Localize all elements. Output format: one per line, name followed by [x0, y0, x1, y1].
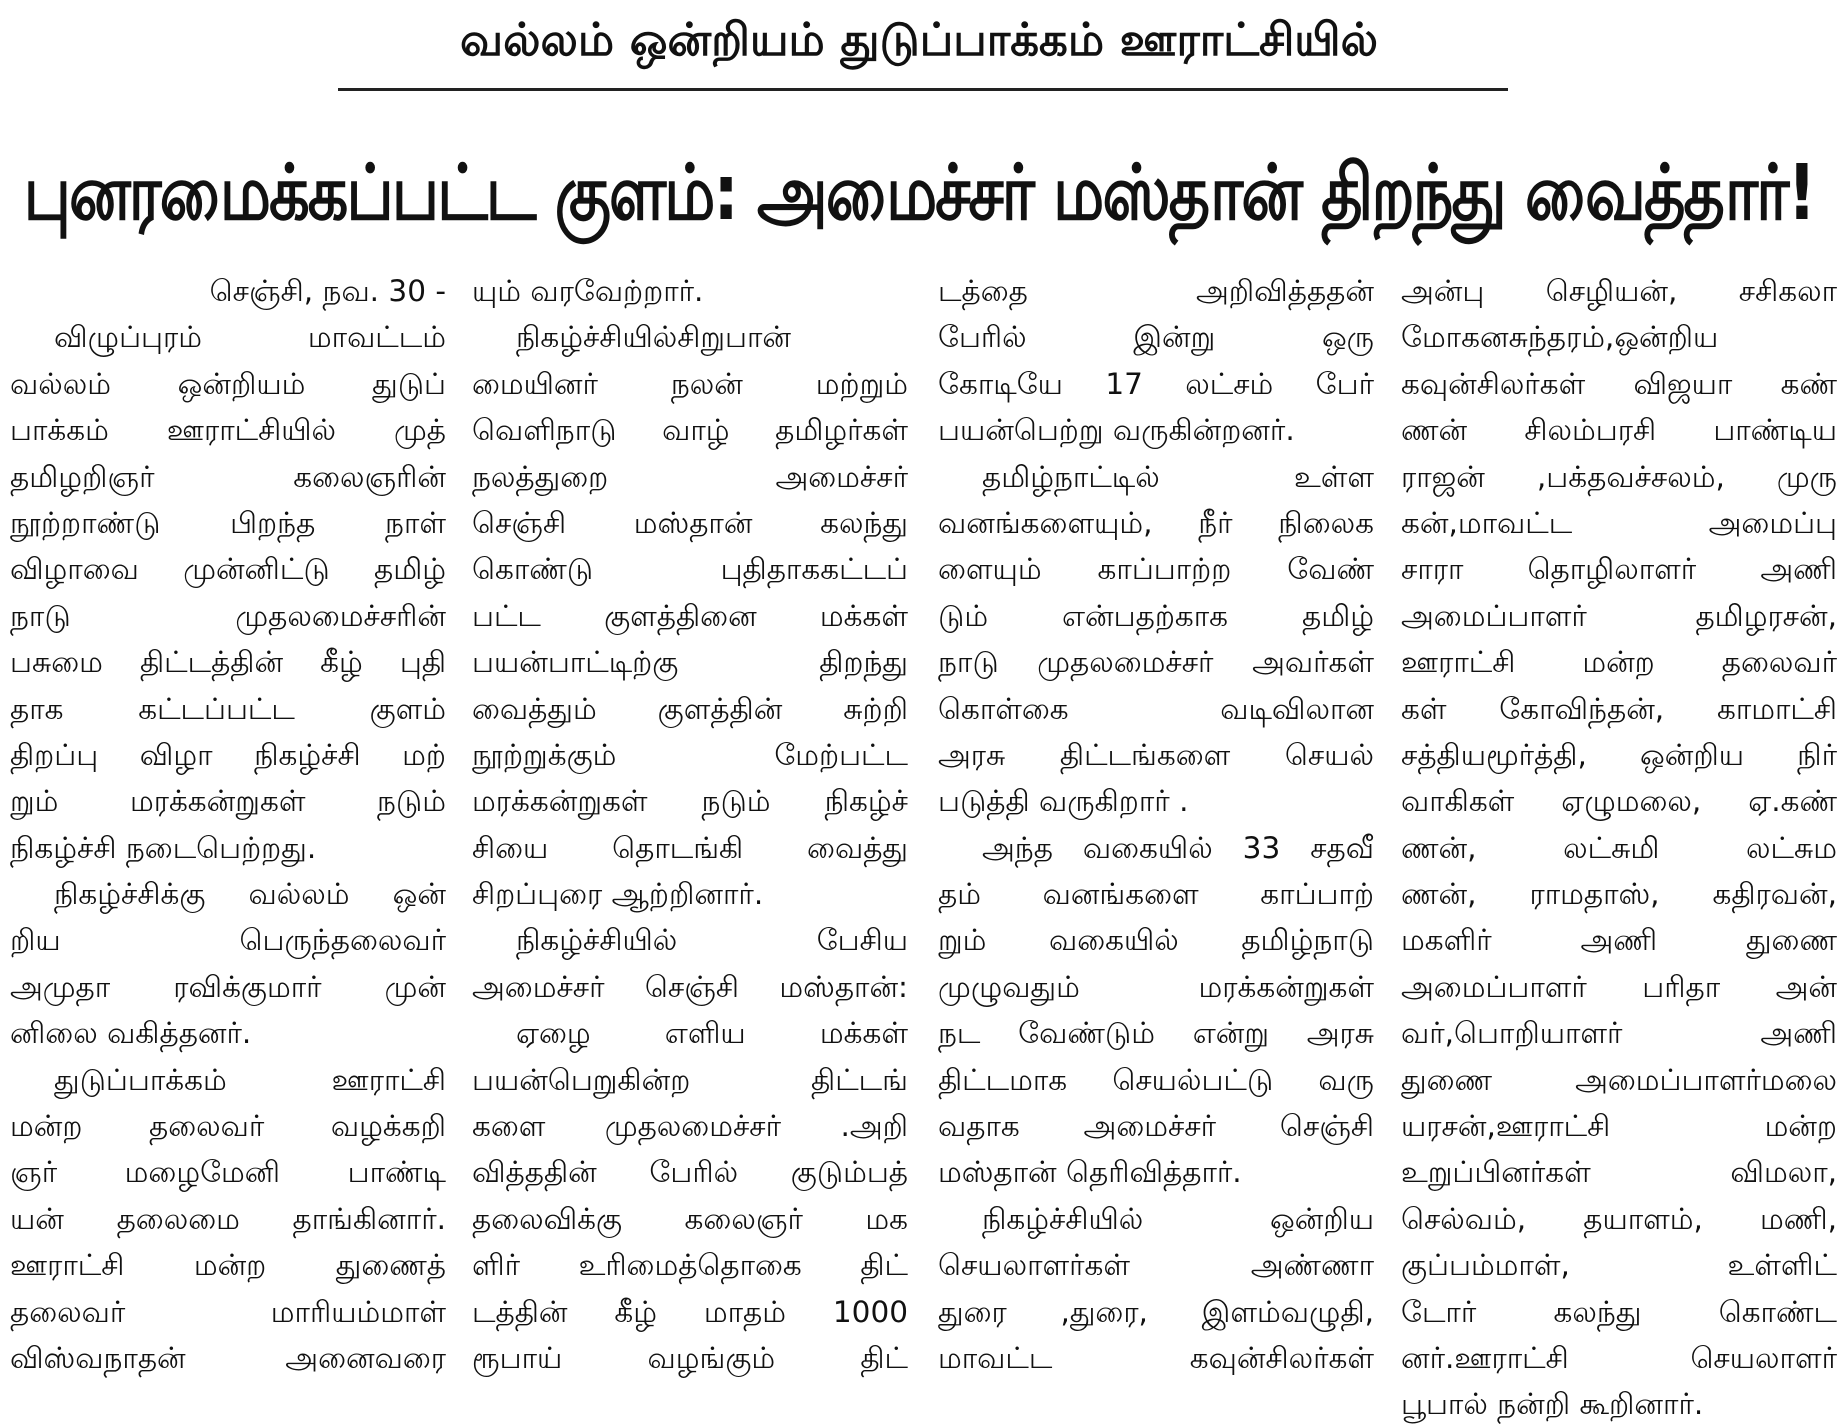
article-line: மோகனசுந்தரம்,ஒன்றிய — [1401, 320, 1719, 355]
article-line: கோடியே 17 லட்சம் பேர் — [938, 366, 1374, 401]
article-line: முழுவதும் மரக்கன்றுகள் — [938, 969, 1374, 1004]
article-line: டத்தை அறிவித்ததன் — [938, 274, 1374, 308]
article-line: மரக்கன்றுகள் நடும் நிகழ்ச் — [472, 784, 908, 819]
article-line: குப்பம்மாள், உள்ளிட் — [1401, 1248, 1837, 1283]
article-line: டத்தின் கீழ் மாதம் 1000 — [472, 1294, 908, 1329]
article-line: பயன்பாட்டிற்கு திறந்து — [472, 645, 908, 680]
article-line: அமைப்பாளர் தமிழரசன், — [1401, 598, 1837, 633]
article-line: யன் தலைமை தாங்கினார். — [10, 1201, 446, 1236]
article-column-2 — [472, 268, 908, 1374]
article-line: நலத்துறை அமைச்சர் — [472, 459, 908, 494]
article-line: அமைப்பாளர் பரிதா அன் — [1401, 969, 1837, 1004]
article-line: பூபால் நன்றி கூறினார். — [1401, 1387, 1704, 1422]
article-line: றிய பெருந்தலைவர் — [10, 923, 446, 958]
article-line: பட்ட குளத்தினை மக்கள் — [472, 598, 908, 633]
article-line: நாடு முதலமைச்சரின் — [10, 598, 446, 633]
article-line: மன்ற தலைவர் வழக்கறி — [10, 1109, 446, 1144]
article-line: மஸ்தான் தெரிவித்தார். — [938, 1155, 1242, 1190]
article-line: ரூபாய் வழங்கும் திட் — [472, 1340, 908, 1375]
article-line: மையினர் நலன் மற்றும் — [472, 366, 908, 401]
article-line: ணன் சிலம்பரசி பாண்டிய — [1401, 413, 1837, 448]
article-line: நிகழ்ச்சியில்சிறுபான் — [516, 320, 791, 355]
article-line: கொண்டு புதிதாககட்டப் — [472, 552, 908, 587]
article-line: கள் கோவிந்தன், காமாட்சி — [1401, 691, 1837, 726]
article-line: சத்தியமூர்த்தி, ஒன்றிய நிர் — [1401, 737, 1837, 772]
article-line: அமுதா ரவிக்குமார் முன் — [10, 969, 446, 1004]
article-column-4 — [1401, 268, 1837, 1422]
article-line: செயலாளர்கள் அண்ணா — [938, 1248, 1374, 1283]
article-line: படுத்தி வருகிறார் . — [938, 784, 1189, 819]
article-line: றும் மரக்கன்றுகள் நடும் — [10, 784, 446, 819]
article-line: துணை அமைப்பாளர்மலை — [1401, 1062, 1837, 1097]
article-line: திறப்பு விழா நிகழ்ச்சி மற் — [10, 737, 446, 772]
article-line: டோர் கலந்து கொண்ட — [1401, 1294, 1837, 1329]
article-column-3 — [938, 268, 1374, 1374]
article-line: தம் வனங்களை காப்பாற் — [938, 877, 1374, 912]
article-line: வாகிகள் ஏழுமலை, ஏ.கண் — [1401, 784, 1837, 819]
article-line: ணன், லட்சுமி லட்சும — [1401, 830, 1837, 865]
article-column-1 — [10, 268, 446, 1374]
article-line: ஞர் மழைமேனி பாண்டி — [10, 1155, 446, 1190]
article-line: நூற்றாண்டு பிறந்த நாள் — [10, 505, 446, 540]
article-line: அந்த வகையில் 33 சதவீ — [982, 830, 1374, 865]
article-line: நிகழ்ச்சியில் ஒன்றிய — [982, 1201, 1374, 1236]
article-line: ளையும் காப்பாற்ற வேண் — [938, 552, 1374, 587]
article-line: களை முதலமைச்சர் .அறி — [472, 1109, 908, 1144]
article-line: ராஜன் ,பக்தவச்சலம், முரு — [1401, 459, 1837, 494]
article-line: சிறப்புரை ஆற்றினார். — [472, 877, 764, 912]
article-line: செஞ்சி மஸ்தான் கலந்து — [472, 505, 908, 540]
kicker-divider — [338, 88, 1508, 91]
article-line: செஞ்சி, நவ. 30 - — [209, 274, 446, 308]
article-line: துரை ,துரை, இளம்வழுதி, — [938, 1294, 1374, 1329]
article-line: பயன்பெற்று வருகின்றனர். — [938, 413, 1295, 448]
article-line: வனங்களையும், நீர் நிலைக — [938, 505, 1374, 540]
article-line: கவுன்சிலர்கள் விஜயா கண் — [1401, 366, 1837, 401]
article-line: யும் வரவேற்றார். — [472, 274, 704, 308]
article-line: விஸ்வநாதன் அனைவரை — [10, 1340, 446, 1375]
article-line: ஊராட்சி மன்ற தலைவர் — [1401, 645, 1837, 680]
kicker-headline: வல்லம் ஒன்றியம் துடுப்பாக்கம் ஊராட்சியில் — [460, 13, 1378, 66]
article-line: சாரா தொழிலாளர் அணி — [1401, 552, 1837, 587]
article-line: வர்,பொறியாளர் அணி — [1401, 1016, 1837, 1051]
article-line: விழாவை முன்னிட்டு தமிழ் — [10, 552, 446, 587]
article-line: தமிழ்நாட்டில் உள்ள — [982, 459, 1374, 494]
article-line: வல்லம் ஒன்றியம் துடுப் — [10, 366, 446, 401]
article-line: வெளிநாடு வாழ் தமிழர்கள் — [472, 413, 908, 448]
article-line: அமைச்சர் செஞ்சி மஸ்தான்: — [472, 969, 908, 1004]
article-line: தலைவிக்கு கலைஞர் மக — [472, 1201, 908, 1236]
article-line: யரசன்,ஊராட்சி மன்ற — [1401, 1109, 1837, 1144]
article-line: ளிர் உரிமைத்தொகை திட் — [472, 1248, 908, 1283]
article-line: ஊராட்சி மன்ற துணைத் — [10, 1248, 446, 1283]
article-body — [0, 268, 1838, 1422]
article-line: துடுப்பாக்கம் ஊராட்சி — [54, 1062, 446, 1097]
article-line: ணன், ராமதாஸ், கதிரவன், — [1401, 877, 1837, 912]
article-line: மகளிர் அணி துணை — [1401, 923, 1837, 958]
article-line: பேரில் இன்று ஒரு — [938, 320, 1374, 355]
article-line: வதாக அமைச்சர் செஞ்சி — [938, 1109, 1374, 1144]
article-line: ஏழை எளிய மக்கள் — [516, 1016, 908, 1051]
article-line: பாக்கம் ஊராட்சியில் முத் — [10, 413, 446, 448]
article-line: செல்வம், தயாளம், மணி, — [1401, 1201, 1837, 1236]
article-line: னர்.ஊராட்சி செயலாளர் — [1401, 1340, 1837, 1375]
article-line: வைத்தும் குளத்தின் சுற்றி — [472, 691, 908, 726]
article-line: தாக கட்டப்பட்ட குளம் — [10, 691, 446, 726]
article-line: கன்,மாவட்ட அமைப்பு — [1401, 505, 1837, 540]
article-line: பசுமை திட்டத்தின் கீழ் புதி — [10, 645, 446, 680]
article-line: திட்டமாக செயல்பட்டு வரு — [938, 1062, 1374, 1097]
article-line: நிகழ்ச்சி நடைபெற்றது. — [10, 830, 317, 865]
article-line: பயன்பெறுகின்ற திட்டங் — [472, 1062, 908, 1097]
article-line: நாடு முதலமைச்சர் அவர்கள் — [938, 645, 1374, 680]
main-headline: புனரமைக்கப்பட்ட குளம்: அமைச்சர் மஸ்தான் திறந்து வைத்தார்! — [23, 149, 1815, 239]
article-line: விழுப்புரம் மாவட்டம் — [54, 320, 446, 355]
article-line: நட வேண்டும் என்று அரசு — [938, 1016, 1374, 1051]
article-line: டும் என்பதற்காக தமிழ் — [938, 598, 1374, 633]
article-line: சியை தொடங்கி வைத்து — [472, 830, 908, 865]
article-line: றும் வகையில் தமிழ்நாடு — [938, 923, 1374, 958]
article-line: மாவட்ட கவுன்சிலர்கள் — [938, 1340, 1374, 1375]
article-line: நிகழ்ச்சிக்கு வல்லம் ஒன் — [54, 877, 446, 912]
article-line: தமிழறிஞர் கலைஞரின் — [10, 459, 446, 494]
article-line: நிகழ்ச்சியில் பேசிய — [516, 923, 908, 958]
article-line: அன்பு செழியன், சசிகலா — [1401, 274, 1837, 308]
article-line: உறுப்பினர்கள் விமலா, — [1401, 1155, 1837, 1190]
article-line: தலைவர் மாரியம்மாள் — [10, 1294, 446, 1329]
article-line: நூற்றுக்கும் மேற்பட்ட — [472, 737, 908, 772]
article-line: அரசு திட்டங்களை செயல் — [938, 737, 1374, 772]
article-line: வித்ததின் பேரில் குடும்பத் — [472, 1155, 908, 1190]
article-line: கொள்கை வடிவிலான — [938, 691, 1374, 726]
article-line: னிலை வகித்தனர். — [10, 1016, 252, 1051]
